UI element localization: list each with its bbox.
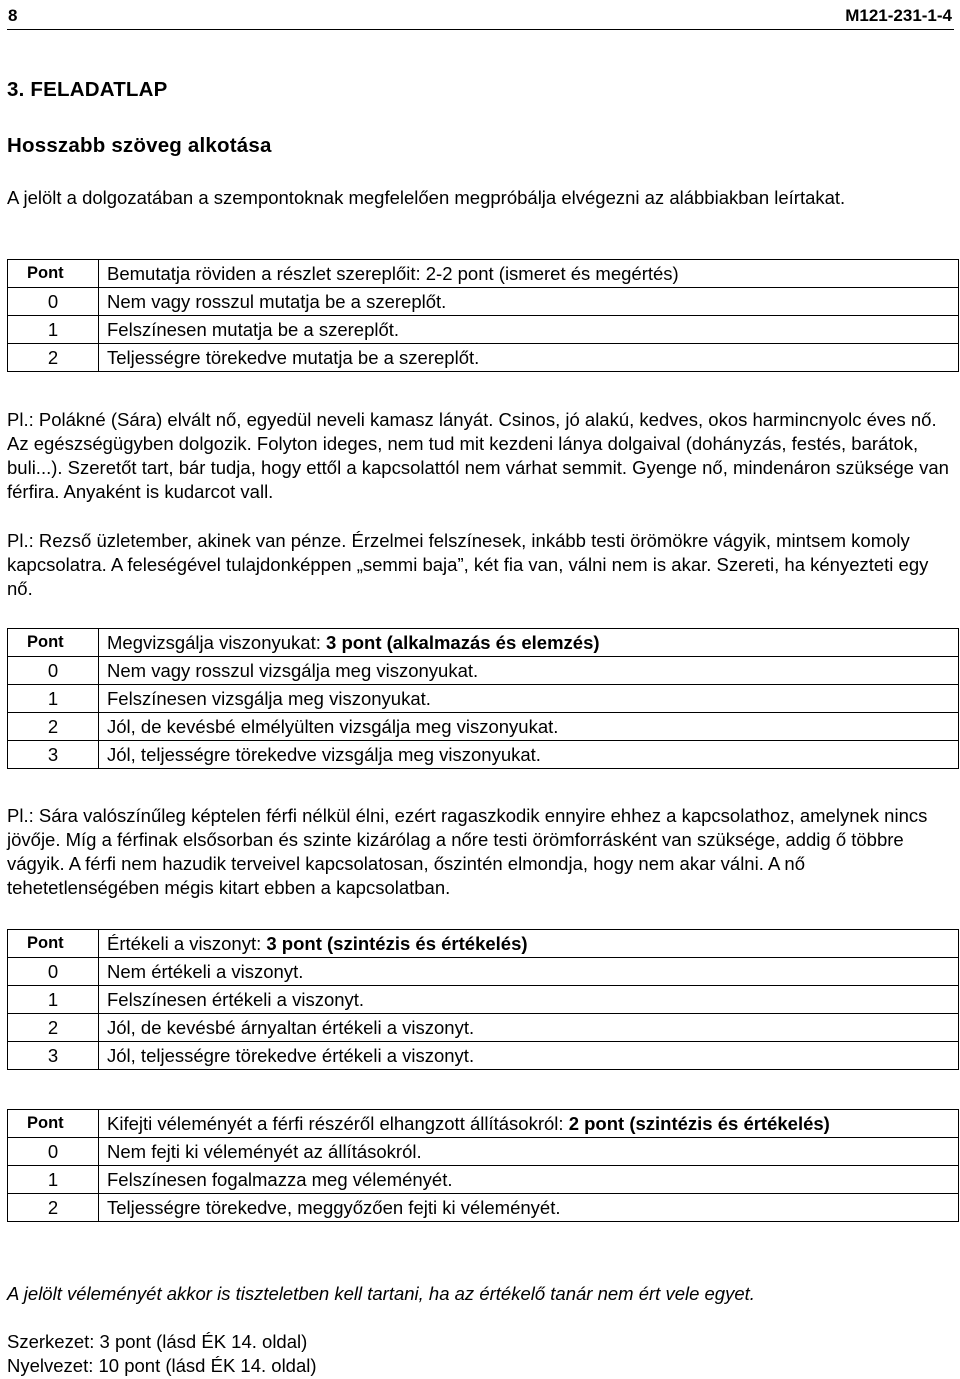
score-value: 0 <box>8 1138 99 1166</box>
score-description: Teljességre törekedve mutatja be a szereplőt. <box>99 344 959 372</box>
score-value: 2 <box>8 1014 99 1042</box>
table-header-row <box>8 1110 959 1138</box>
language-score-line: Nyelvezet: 10 pont (lásd ÉK 14. oldal) <box>7 1355 317 1376</box>
score-description: Jól, teljességre törekedve értékeli a viszonyt. <box>99 1042 959 1070</box>
page-number: 8 <box>8 6 18 25</box>
table-header-row <box>8 260 959 288</box>
table-row <box>8 1042 959 1070</box>
document-code: M121-231-1-4 <box>845 6 952 25</box>
score-description: Nem vagy rosszul vizsgálja meg viszonyukat. <box>99 657 959 685</box>
score-description: Felszínesen értékeli a viszonyt. <box>99 986 959 1014</box>
score-value: 0 <box>8 958 99 986</box>
table-row <box>8 741 959 769</box>
intro-paragraph: A jelölt a dolgozatában a szempontoknak megfelelően megpróbálja elvégezni az alábbiakban leírtakat. <box>7 187 846 208</box>
criterion-heading: Kifejti véleményét a férfi részéről elhangzott állításokról: 2 pont (szintézis és értékelés) <box>99 1110 959 1138</box>
score-description: Nem fejti ki véleményét az állításokról. <box>99 1138 959 1166</box>
score-description: Jól, de kevésbé elmélyülten vizsgálja meg viszonyukat. <box>99 713 959 741</box>
page-header <box>7 2 954 30</box>
example-paragraph-rezso: Pl.: Rezső üzletember, akinek van pénze. Érzelmei felszínesek, inkább testi örömökre vágyik, mintsem komoly kapcsolatra. A feleségével tulajdonképpen „semmi baja”, két fia van, válni nem is akar. Szereti, ha kényezteti egy nő. <box>7 530 929 599</box>
table-row <box>8 986 959 1014</box>
score-value: 0 <box>8 657 99 685</box>
table-row <box>8 1138 959 1166</box>
score-value: 2 <box>8 344 99 372</box>
example-paragraph-sara: Pl.: Polákné (Sára) elvált nő, egyedül neveli kamasz lányát. Csinos, jó alakú, kedves, okos harmincnyolc éves nő. Az egészségügyben dolgozik. Folyton ideges, nem tud mit kezdeni lánya dolgaival (dohányzás, festés, barátok, buli...). Szeretőt tart, bár tudja, hogy ettől a kapcsolattól nem várhat semmit. Gyenge nő, mindenáron szüksége van férfira. Anyaként is kudarcot vall. <box>7 409 949 502</box>
table-row <box>8 1194 959 1222</box>
score-value: 3 <box>8 1042 99 1070</box>
criterion-heading: Megvizsgálja viszonyukat: 3 pont (alkalmazás és elemzés) <box>99 629 959 657</box>
score-description: Nem vagy rosszul mutatja be a szereplőt. <box>99 288 959 316</box>
score-description: Felszínesen mutatja be a szereplőt. <box>99 316 959 344</box>
score-value: 0 <box>8 288 99 316</box>
table-row <box>8 1014 959 1042</box>
table-row <box>8 316 959 344</box>
score-value: 1 <box>8 1166 99 1194</box>
score-value: 2 <box>8 713 99 741</box>
point-column-label: Pont <box>8 629 99 657</box>
table-row <box>8 344 959 372</box>
score-value: 1 <box>8 685 99 713</box>
section-subtitle: Hosszabb szöveg alkotása <box>7 134 272 157</box>
table-row <box>8 1166 959 1194</box>
score-description: Jól, teljességre törekedve vizsgálja meg viszonyukat. <box>99 741 959 769</box>
score-description: Nem értékeli a viszonyt. <box>99 958 959 986</box>
score-value: 1 <box>8 986 99 1014</box>
criteria-table-opinion <box>7 1109 959 1222</box>
criteria-table-characters <box>7 259 959 372</box>
score-description: Felszínesen vizsgálja meg viszonyukat. <box>99 685 959 713</box>
score-value: 1 <box>8 316 99 344</box>
example-paragraph-relationship: Pl.: Sára valószínűleg képtelen férfi nélkül élni, ezért ragaszkodik ennyire ehhez a kapcsolathoz, amelynek nincs jövője. Míg a férfinak elsősorban és szinte kizárólag a nőre testi örömforrásként van szüksége, addig ő többre vágyik. A férfi nem hazudik terveivel kapcsolatosan, őszintén elmondja, hogy nem akar válni. A nő tehetetlenségében mégis kitart ebben a kapcsolatban. <box>7 805 928 898</box>
table-header-row <box>8 930 959 958</box>
score-value: 2 <box>8 1194 99 1222</box>
criteria-table-evaluation <box>7 929 959 1070</box>
structure-score-line: Szerkezet: 3 pont (lásd ÉK 14. oldal) <box>7 1331 308 1352</box>
table-row <box>8 288 959 316</box>
page-title: 3. FELADATLAP <box>7 78 168 101</box>
evaluator-note: A jelölt véleményét akkor is tiszteletben kell tartani, ha az értékelő tanár nem ért vele egyet. <box>7 1283 755 1304</box>
score-description: Teljességre törekedve, meggyőzően fejti ki véleményét. <box>99 1194 959 1222</box>
table-row <box>8 685 959 713</box>
point-column-label: Pont <box>8 260 99 288</box>
table-row <box>8 713 959 741</box>
criterion-heading: Értékeli a viszonyt: 3 pont (szintézis és értékelés) <box>99 930 959 958</box>
score-description: Jól, de kevésbé árnyaltan értékeli a viszonyt. <box>99 1014 959 1042</box>
criterion-heading: Bemutatja röviden a részlet szereplőit: 2-2 pont (ismeret és megértés) <box>99 260 959 288</box>
point-column-label: Pont <box>8 1110 99 1138</box>
point-column-label: Pont <box>8 930 99 958</box>
score-description: Felszínesen fogalmazza meg véleményét. <box>99 1166 959 1194</box>
table-header-row <box>8 629 959 657</box>
table-row <box>8 958 959 986</box>
criteria-table-relationship <box>7 628 959 769</box>
score-value: 3 <box>8 741 99 769</box>
table-row <box>8 657 959 685</box>
